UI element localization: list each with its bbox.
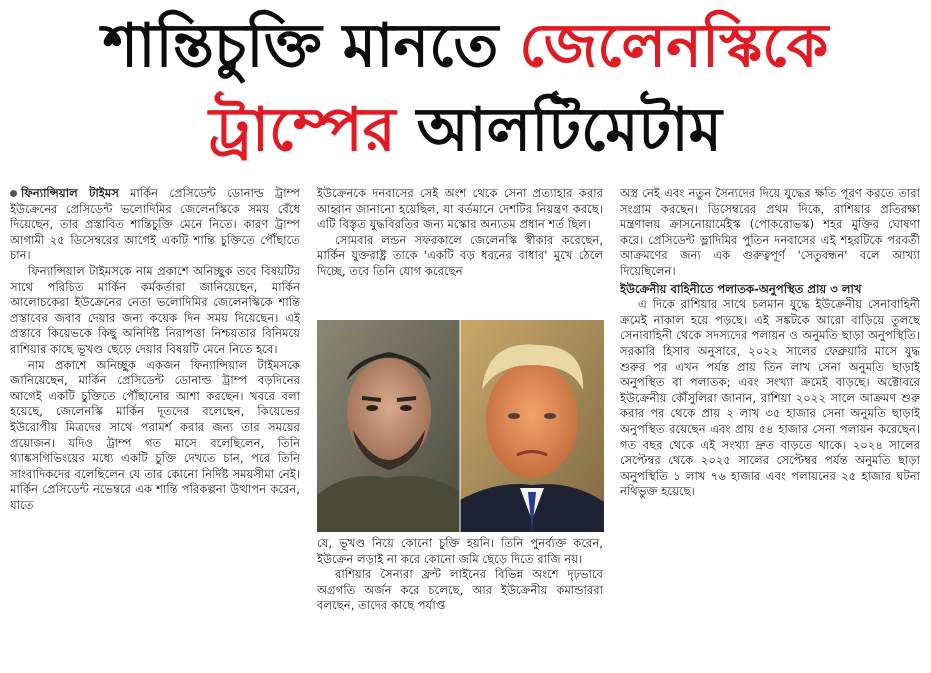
headline-line-2 <box>0 95 931 165</box>
article-paragraph: নাম প্রকাশে অনিচ্ছুক একজন ফিন্যান্সিয়াল টাইমসকে জানিয়েছেন, মার্কিন প্রেসিডেন্ট ডোনাল্ড ট্রাম্প বড়দিনের আগেই একটি চুক্তিতে পৌঁছানোর আশা করছেন। খবরে বলা হয়েছে, জেলেনস্কি মার্কিন দূতদের বলেছেন, কিয়েভের ইউরোপীয় মিত্রদের সাথে পরামর্শ করার জন্য তার সময়ের প্রয়োজন। যদিও ট্রাম্প গত মাসে বলেছিলেন, তিনি থ্যাঙ্কসগিভিংয়ের মধ্যে একটি চুক্তি দেখতে চান, পরে তিনি সাংবাদিকদের বলেছিলেন যে তার কোনো নির্দিষ্ট সময়সীমা নেই। মার্কিন প্রেসিডেন্ট নভেম্বরে এক শান্তি পরিকল্পনা উত্থাপন করেন, যাতে <box>10 357 300 512</box>
headline-black-part: আলটিমেটাম <box>416 95 722 165</box>
headline-black-part: শান্তিচুক্তি মানতে <box>102 11 499 81</box>
article-paragraph: অস্ত্র নেই এবং নতুন সৈন্যদের দিয়ে যুদ্ধের ক্ষতি পূরণ করতে তারা সংগ্রাম করছেন। ডিসেম্বরের প্রথম দিকে, রাশিয়ার প্রতিরক্ষা মন্ত্রণালয় ক্রাসনোয়ার্মেইস্ক (পোকরোভস্ক) শহর মুক্তির ঘোষণা করে। প্রেসিডেন্ট ভ্লাদিমির পুতিন দনবাসের এই শহরটিকে পরবর্তী আক্রমণের জন্য এক গুরুত্বপূর্ণ 'সেতুবন্ধন' বলে আখ্যা দিয়েছিলেন। <box>620 186 920 278</box>
article-paragraph <box>10 186 300 264</box>
column-text-top <box>317 186 603 316</box>
paragraph-text: মার্কিন প্রেসিডেন্ট ডোনাল্ড ট্রাম্প ইউক্রেনের প্রেসিডেন্ট ভলোদিমির জেলেনস্কিকে সময় বেঁধে দিয়েছেন, তার প্রস্তাবিত শান্তিচুক্তি মেনে নিতে। কারণ ট্রাম্প আগামী ২৫ ডিসেম্বরের আগেই একটি শান্তি চুক্তিতে পৌঁছাতে চান। <box>10 186 300 263</box>
headline-red-part: ট্রাম্পের <box>209 95 396 165</box>
article-paragraph: যে, ভূখণ্ড নিয়ে কোনো চুক্তি হয়নি। তিনি পুনর্ব্যক্ত করেন, ইউক্রেন লড়াই না করে কোনো জমি ছেড়ে দিতে রাজি নয়। <box>317 536 603 566</box>
article-column-3 <box>620 186 920 666</box>
leaders-photo <box>317 320 604 532</box>
article-column-1 <box>10 186 300 666</box>
source-credit: ফিন্যান্সিয়াল টাইমস <box>21 186 119 200</box>
headline-red-part: জেলেনস্কিকে <box>519 11 829 81</box>
bullet-icon <box>10 190 17 197</box>
headline-line-1 <box>0 11 931 81</box>
article-paragraph: এ দিকে রাশিয়ার সাথে চলমান যুদ্ধে ইউক্রেনীয় সেনাবাহিনী ক্রমেই নাকাল হয়ে পড়ছে। এই সঙ্কটকে আরো বাড়িয়ে তুলছে সেনাবাহিনী থেকে সদস্যদের পলায়ন ও অনুমতি ছাড়া অনুপস্থিতি। সরকারি হিসাব অনুসারে, ২০২২ সালের ফেব্রুয়ারি মাসে যুদ্ধ শুরুর পর এখন পর্যন্ত প্রায় তিন লাখ সেনা অনুমতি ছাড়াই অনুপস্থিত বা পলাতক; এবং সংখ্যা ক্রমেই বাড়ছে। অক্টোবরে ইউক্রেনীয় কৌঁসুলিরা জানান, রাশিয়া ২০২২ সালে আক্রমণ শুরু করার পর থেকে প্রায় ২ লাখ ৩৫ হাজার সেনা অনুমতি ছাড়াই অনুপস্থিত রয়েছেন এবং প্রায় ৫৪ হাজার সেনা পলায়ন করেছেন। গত বছর থেকে এই সংখ্যা দ্রুত বাড়তে থাকে। ২০২৪ সালের সেপ্টেম্বর থেকে ২০২৫ সালের সেপ্টেম্বর পর্যন্ত অনুমতি ছাড়া অনুপস্থিতি ১ লাখ ৭৬ হাজার এবং পলায়নের ২৫ হাজার ঘটনা নথিভুক্ত হয়েছে। <box>620 297 920 499</box>
article-paragraph: ফিন্যান্সিয়াল টাইমসকে নাম প্রকাশে অনিচ্ছুক তবে বিষয়টির সাথে পরিচিত মার্কিন কর্মকর্তারা জানিয়েছেন, মার্কিন আলোচকেরা ইউক্রেনের নেতা ভলোদিমির জেলেনস্কিকে শান্তি প্রস্তাবের জবাব দেয়ার জন্য কয়েক দিন সময় দিয়েছেন। এই প্রস্তাবে কিয়েভকে কিছু অনির্দিষ্ট নিরাপত্তা নিশ্চয়তার বিনিময়ে রাশিয়ার কাছে ভূখণ্ড ছেড়ে দেয়ার বিষয়টি মেনে নিতে হবে। <box>10 263 300 356</box>
article-paragraph: রাশিয়ার সৈন্যরা ফ্রন্ট লাইনের বিভিন্ন অংশে দৃঢ়ভাবে অগ্রগতি অর্জন করে চলেছে, আর ইউক্রেনীয় কমান্ডাররা বলছেন, তাদের কাছে পর্যাপ্ত <box>317 567 603 613</box>
article-paragraph: সোমবার লন্ডন সফরকালে জেলেনস্কি স্বীকার করেছেন, মার্কিন যুক্তরাষ্ট্র তাকে 'একটি বড় ধরনের বাধার' মুখে ঠেলে দিচ্ছে, তবে তিনি যোগ করেছেন <box>317 232 603 278</box>
leaders-photo-illustration <box>317 320 604 532</box>
article-paragraph: ইউক্রেনকে দনবাসের সেই অংশ থেকে সেনা প্রত্যাহার করার আহ্বান জানানো হয়েছিল, যা বর্তমানে দেশটির নিয়ন্ত্রণ করছে। এটি বিস্তৃত যুদ্ধবিরতির জন্য মস্কোর অন্যতম প্রধান শর্ত ছিল। <box>317 186 603 232</box>
article-column-2 <box>317 186 603 666</box>
section-subheading: ইউক্রেনীয় বাহিনীতে পলাতক-অনুপস্থিত প্রায় ৩ লাখ <box>620 281 862 296</box>
column-text-bottom <box>317 536 603 661</box>
